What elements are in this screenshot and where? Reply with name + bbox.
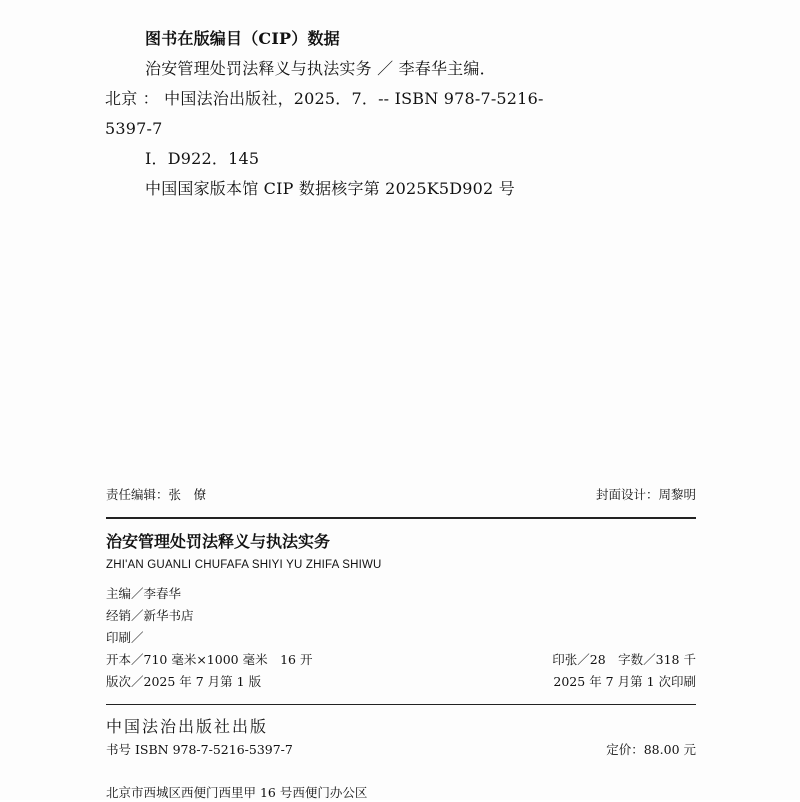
cover-designer: 封面设计：周黎明 <box>595 487 696 502</box>
publisher-address: 北京市西城区西便门西里甲 16 号西便门办公区 <box>106 785 368 800</box>
bottom-divider <box>106 704 696 705</box>
publisher-name: 中国法治出版社出版 <box>106 717 269 736</box>
cip-publication-line: 北京 ： 中国法治出版社，2025．7．-- ISBN 978-7-5216- <box>105 89 544 108</box>
cip-heading: 图书在版编目（CIP）数据 <box>145 29 340 48</box>
credits-row <box>106 486 696 504</box>
edition: 版次／2025 年 7 月第 1 版 <box>106 674 262 689</box>
cip-title-line: 治安管理处罚法释义与执法实务 ／ 李春华主编． <box>145 59 496 78</box>
cip-classification: Ⅰ．D922．145 <box>145 149 260 168</box>
printing: 2025 年 7 月第 1 次印刷 <box>553 674 696 689</box>
printer: 印刷／ <box>106 630 144 645</box>
book-title-block <box>106 530 696 574</box>
book-price: 定价：88.00 元 <box>606 742 696 757</box>
book-format: 开本／710 毫米×1000 毫米 16 开 <box>106 652 313 667</box>
book-details <box>106 583 696 693</box>
book-isbn: 书号 ISBN 978-7-5216-5397-7 <box>106 742 293 757</box>
isbn-price-row <box>106 740 696 760</box>
sheets-and-word-count: 印张／28 字数／318 千 <box>552 652 696 667</box>
book-title: 治安管理处罚法释义与执法实务 <box>106 532 331 551</box>
chief-editor: 主编／李春华 <box>106 586 182 601</box>
top-divider <box>106 517 696 519</box>
cip-number: 中国国家版本馆 CIP 数据核字第 2025K5D902 号 <box>145 179 515 198</box>
book-title-pinyin: ZHI'AN GUANLI CHUFAFA SHIYI YU ZHIFA SHIWU <box>106 559 382 571</box>
responsible-editor: 责任编辑：张 僚 <box>106 487 207 502</box>
cip-data-block <box>105 24 665 204</box>
cip-isbn-continuation: 5397-7 <box>105 119 163 138</box>
distributor: 经销／新华书店 <box>106 608 194 623</box>
